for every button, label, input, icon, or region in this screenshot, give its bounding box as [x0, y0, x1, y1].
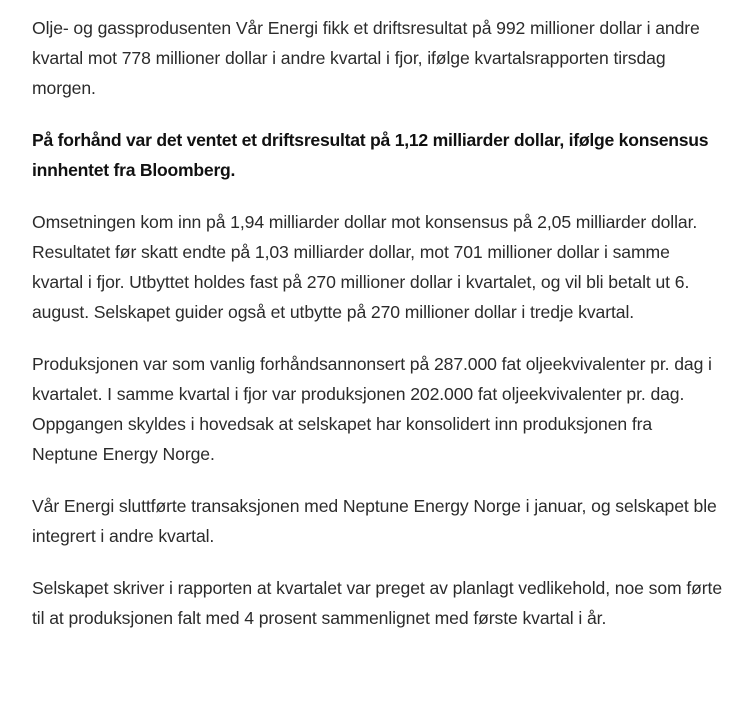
paragraph-maintenance: Selskapet skriver i rapporten at kvartalet var preget av planlagt vedlikehold, noe som førte til at produksjonen falt med 4 prosent sammenlignet med første kvartal i år.	[32, 578, 723, 628]
paragraph-revenue-dividend: Omsetningen kom inn på 1,94 milliarder dollar mot konsensus på 2,05 milliarder dollar. Resultatet før skatt endte på 1,03 milliarder dollar, mot 701 millioner dollar i samme kvartal i fjor. Utbyttet holdes fast på 270 millioner dollar i kvartalet, og vil bli betalt ut 6. august. Selskapet guider også et utbytte på 270 millioner dollar i tredje kvartal.	[32, 212, 698, 322]
paragraph-operating-result: Olje- og gassprodusenten Vår Energi fikk et driftsresultat på 992 millioner dollar i andre kvartal mot 778 millioner dollar i andre kvartal i fjor, ifølge kvartalsrapporten tirsdag morgen.	[32, 18, 700, 98]
paragraph-production: Produksjonen var som vanlig forhåndsannonsert på 287.000 fat oljeekvivalenter pr. dag i kvartalet. I samme kvartal i fjor var produksjonen 202.000 fat oljeekvivalenter pr. dag. Oppgangen skyldes i hovedsak at selskapet har konsolidert inn produksjonen fra Neptune Energy Norge.	[32, 354, 712, 464]
article-body	[32, 13, 722, 633]
paragraph-neptune-transaction: Vår Energi sluttførte transaksjonen med Neptune Energy Norge i januar, og selskapet ble integrert i andre kvartal.	[32, 496, 717, 546]
paragraph-consensus-expectation: På forhånd var det ventet et driftsresultat på 1,12 milliarder dollar, ifølge konsensus innhentet fra Bloomberg.	[32, 130, 709, 180]
